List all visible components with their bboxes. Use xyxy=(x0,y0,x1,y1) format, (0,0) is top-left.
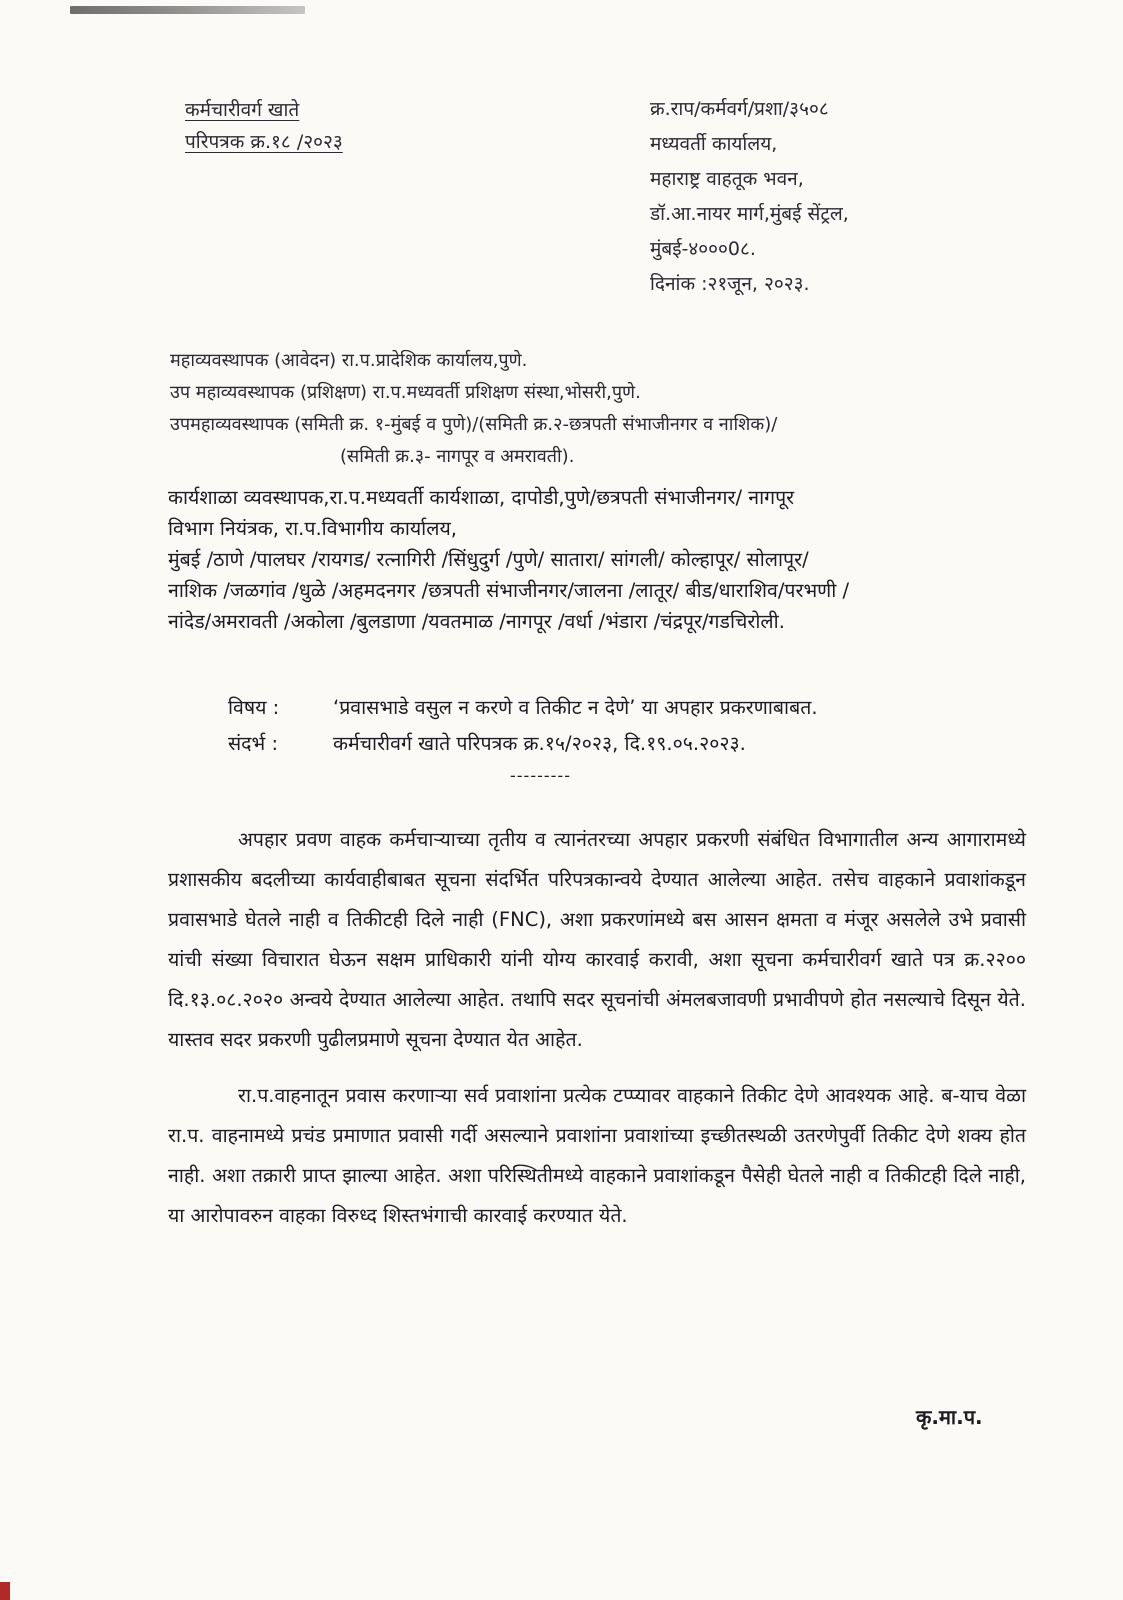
subject-label: विषय : xyxy=(228,696,280,719)
recipients-printed xyxy=(168,482,1048,637)
recipient-line: महाव्यवस्थापक (आवेदन) रा.प.प्रादेशिक कार्यालय,पुणे. xyxy=(170,350,528,371)
separator-line: --------- xyxy=(510,766,571,785)
scan-edge-strip xyxy=(70,6,305,14)
recipient-line: मुंबई /ठाणे /पालघर /रायगड/ रत्नागिरी /सिंधुदुर्ग /पुणे/ सातारा/ सांगली/ कोल्हापूर/ सोलापूर/ xyxy=(168,548,809,571)
recipient-line: कार्यशाळा व्यवस्थापक,रा.प.मध्यवर्ती कार्यशाळा, दापोडी,पुणे/छत्रपती संभाजीनगर/ नागपूर xyxy=(168,486,795,509)
recipients-handwritten xyxy=(170,345,777,473)
recipient-line: (समिती क्र.३- नागपूर व अमरावती). xyxy=(340,446,575,467)
recipient-line: उपमहाव्यवस्थापक (समिती क्र. १-मुंबई व पुणे)/(समिती क्र.२-छत्रपती संभाजीनगर व नाशिक)/ xyxy=(170,414,778,435)
office-name: मध्यवर्ती कार्यालय, xyxy=(650,133,778,155)
subject-line xyxy=(228,690,818,726)
recipient-line: नाशिक /जळगांव /धुळे /अहमदनगर /छत्रपती संभाजीनगर/जालना /लातूर/ बीड/धाराशिव/परभणी / xyxy=(168,579,850,602)
body-paragraph: अपहार प्रवण वाहक कर्मचाऱ्याच्या तृतीय व त्यानंतरच्या अपहार प्रकरणी संबंधित विभागातील अन्य आगारामध्ये प्रशासकीय बदलीच्या कार्यवाहीबाबत सूचना संदर्भित परिपत्रकान्वये देण्यात आलेल्या आहेत. तसेच वाहकाने प्रवाशांकडून प्रवासभाडे घेतले नाही व तिकीटही दिले नाही (FNC), अशा प्रकरणांमध्ये बस आसन क्षमता व मंजूर असलेले उभे प्रवासी यांची संख्या विचारात घेऊन सक्षम प्राधिकारी यांनी योग्य कारवाई करावी, अशा सूचना कर्मचारीवर्ग खाते पत्र क्र.२२०० दि.१३.०८.२०२० अन्वये देण्यात आलेल्या आहेत. तथापि सदर सूचनांची अंमलबजावणी प्रभावीपणे होत नसल्याचे दिसून येते. यास्तव सदर प्रकरणी पुढीलप्रमाणे सूचना देण्यात येत आहेत. xyxy=(168,828,1026,1051)
department-name: कर्मचारीवर्ग खाते xyxy=(185,99,300,121)
header-right xyxy=(650,92,849,302)
reference-line xyxy=(228,726,818,762)
reference-label: संदर्भ : xyxy=(228,732,279,755)
letter-body xyxy=(168,820,1026,1252)
subject-block xyxy=(228,690,818,762)
city-pincode: मुंबई-४०००0८. xyxy=(650,238,756,260)
recipient-line: उप महाव्यवस्थापक (प्रशिक्षण) रा.प.मध्यवर्ती प्रशिक्षण संस्था,भोसरी,पुणे. xyxy=(170,382,641,403)
scan-corner-mark xyxy=(0,1582,10,1600)
body-paragraph: रा.प.वाहनातून प्रवास करणाऱ्या सर्व प्रवाशांना प्रत्येक टप्प्यावर वाहकाने तिकीट देणे आवश्यक आहे. ब-याच वेळा रा.प. वाहनामध्ये प्रचंड प्रमाणात प्रवासी गर्दी असल्याने प्रवाशांना प्रवाशांच्या इच्छीतस्थळी उतरणेपुर्वी तिकीट देणे शक्य होत नाही. अशा तक्रारी प्राप्त झाल्या आहेत. अशा परिस्थितीमध्ये वाहकाने प्रवाशांकडून पैसेही घेतले नाही व तिकीटही दिले नाही, या आरोपावरुन वाहका विरुध्द शिस्तभंगाची कारवाई करण्यात येते. xyxy=(168,1084,1026,1227)
recipient-line: विभाग नियंत्रक, रा.प.विभागीय कार्यालय, xyxy=(168,517,457,540)
reference-number: क्र.राप/कर्मवर्ग/प्रशा/३५०८ xyxy=(650,98,829,120)
reference-text: कर्मचारीवर्ग खाते परिपत्रक क्र.१५/२०२३, दि.१९.०५.२०२३. xyxy=(333,732,746,755)
letter-date: दिनांक :२१जून, २०२३. xyxy=(650,273,810,295)
building-name: महाराष्ट्र वाहतूक भवन, xyxy=(650,168,804,190)
header-left xyxy=(185,94,343,158)
road-address: डॉ.आ.नायर मार्ग,मुंबई सेंट्रल, xyxy=(650,203,849,225)
subject-text: ‘प्रवासभाडे वसुल न करणे व तिकीट न देणे’ या अपहार प्रकरणाबाबत. xyxy=(333,696,818,719)
please-turn-over-note: कृ.मा.प. xyxy=(916,1405,983,1429)
recipient-line: नांदेड/अमरावती /अकोला /बुलडाणा /यवतमाळ /नागपूर /वर्धा /भंडारा /चंद्रपूर/गडचिरोली. xyxy=(168,610,785,633)
circular-number: परिपत्रक क्र.१८ /२०२३ xyxy=(185,131,343,153)
